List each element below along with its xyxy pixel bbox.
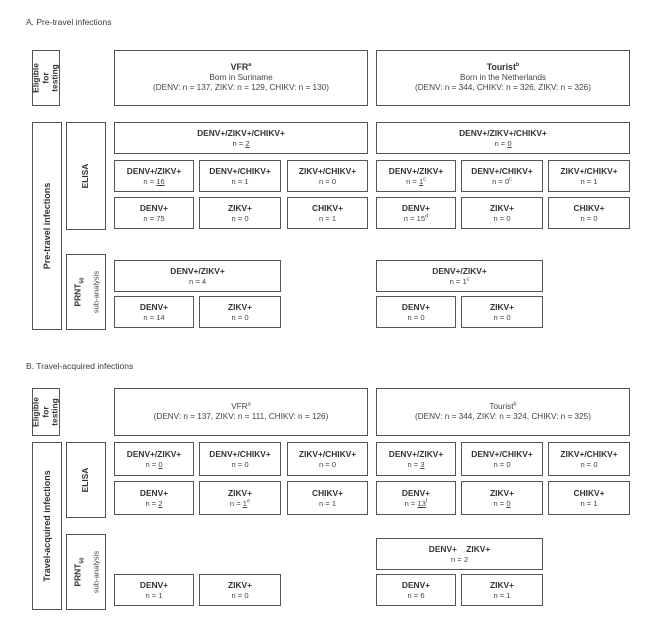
a-vfr-prnt-zikv-box: ZIKV+ n = 0 xyxy=(199,296,281,328)
a-tourist-zikv-chikv-box: ZIKV+/CHIKV+ n = 1 xyxy=(548,160,630,192)
prnt-label: $PRNT_{50}$ sub-analysis xyxy=(66,254,106,330)
a-tourist-prnt-denv-box: DENV+ n = 0 xyxy=(376,296,456,328)
pre-travel-label: Pre-travel infections xyxy=(32,122,62,330)
b-tourist-header-box: Tourist$^b$ (DENV: n = 344, ZIKV: n = 324, CHIKV: n = 325) xyxy=(376,388,630,436)
b-tourist-denv-chikv-box: DENV+/CHIKV+ n = 0 xyxy=(461,442,543,476)
a-vfr-triple-box: DENV+/ZIKV+/CHIKV+ n = 2 xyxy=(114,122,368,154)
b-tourist-denv-zikv-box: DENV+/ZIKV+ n = 3 xyxy=(376,442,456,476)
eligible-label: Eligible for testing xyxy=(32,50,60,106)
b-vfr-prnt-zikv-box: ZIKV+ n = 0 xyxy=(199,574,281,606)
b-vfr-header-box: VFR$^a$ (DENV: n = 137, ZIKV: n = 111, CHIKV: n = 126) xyxy=(114,388,368,436)
travel-acquired-label: Travel-acquired infections xyxy=(32,442,62,610)
b-vfr-chikv-box: CHIKV+ n = 1 xyxy=(287,481,368,515)
a-tourist-prnt-zikv-box: ZIKV+ n = 0 xyxy=(461,296,543,328)
eligible-label-b: Eligible for testing xyxy=(32,388,60,436)
b-vfr-denv-box: DENV+ n = 2 xyxy=(114,481,194,515)
b-vfr-denv-zikv-box: DENV+/ZIKV+ n = 0 xyxy=(114,442,194,476)
a-tourist-prnt-denv-zikv-box: DENV+/ZIKV+ $n = 1^c$ xyxy=(376,260,543,292)
a-tourist-denv-box: DENV+ $n = 15^d$ xyxy=(376,197,456,229)
elisa-label-b: ELISA xyxy=(66,442,106,518)
a-vfr-zikv-box: ZIKV+ n = 0 xyxy=(199,197,281,229)
a-vfr-denv-zikv-box: DENV+/ZIKV+ n = 16 xyxy=(114,160,194,192)
b-tourist-zikv-chikv-box: ZIKV+/CHIKV+ n = 0 xyxy=(548,442,630,476)
a-tourist-denv-zikv-box: DENV+/ZIKV+ $n = 1^c$ xyxy=(376,160,456,192)
b-tourist-denv-box: DENV+ $n = 13^f$ xyxy=(376,481,456,515)
a-tourist-denv-chikv-box: DENV+/CHIKV+ $n = 0^c$ xyxy=(461,160,543,192)
b-vfr-denv-chikv-box: DENV+/CHIKV+ n = 0 xyxy=(199,442,281,476)
b-vfr-zikv-box: ZIKV+ $n = 1^e$ xyxy=(199,481,281,515)
a-vfr-denv-chikv-box: DENV+/CHIKV+ n = 1 xyxy=(199,160,281,192)
section-a-title: A. Pre-travel infections xyxy=(26,17,112,27)
b-tourist-zikv-box: ZIKV+ n = 0 xyxy=(461,481,543,515)
b-tourist-prnt-denv-zikv-box: DENV+ ZIKV+ n = 2 xyxy=(376,538,543,570)
section-b-title: B. Travel-acquired infections xyxy=(26,361,134,371)
b-tourist-chikv-box: CHIKV+ n = 1 xyxy=(548,481,630,515)
a-vfr-denv-box: DENV+ n = 75 xyxy=(114,197,194,229)
b-vfr-zikv-chikv-box: ZIKV+/CHIKV+ n = 0 xyxy=(287,442,368,476)
elisa-label: ELISA xyxy=(66,122,106,230)
a-tourist-triple-box: DENV+/ZIKV+/CHIKV+ n = 0 xyxy=(376,122,630,154)
a-vfr-prnt-denv-zikv-box: DENV+/ZIKV+ n = 4 xyxy=(114,260,281,292)
b-tourist-prnt-denv-box: DENV+ n = 6 xyxy=(376,574,456,606)
a-vfr-zikv-chikv-box: ZIKV+/CHIKV+ n = 0 xyxy=(287,160,368,192)
a-tourist-zikv-box: ZIKV+ n = 0 xyxy=(461,197,543,229)
prnt-label-b: $PRNT_{50}$ sub-analysis xyxy=(66,534,106,610)
a-tourist-chikv-box: CHIKV+ n = 0 xyxy=(548,197,630,229)
b-vfr-prnt-denv-box: DENV+ n = 1 xyxy=(114,574,194,606)
b-tourist-prnt-zikv-box: ZIKV+ n = 1 xyxy=(461,574,543,606)
a-vfr-prnt-denv-box: DENV+ n = 14 xyxy=(114,296,194,328)
a-vfr-chikv-box: CHIKV+ n = 1 xyxy=(287,197,368,229)
tourist-header-box: Tourist$^b$ Born in the Netherlands (DENV: n = 344, CHIKV: n = 326, ZIKV: n = 326) xyxy=(376,50,630,106)
vfr-header-box: VFR$^a$ Born in Suriname (DENV: n = 137, ZIKV: n = 129, CHIKV: n = 130) xyxy=(114,50,368,106)
